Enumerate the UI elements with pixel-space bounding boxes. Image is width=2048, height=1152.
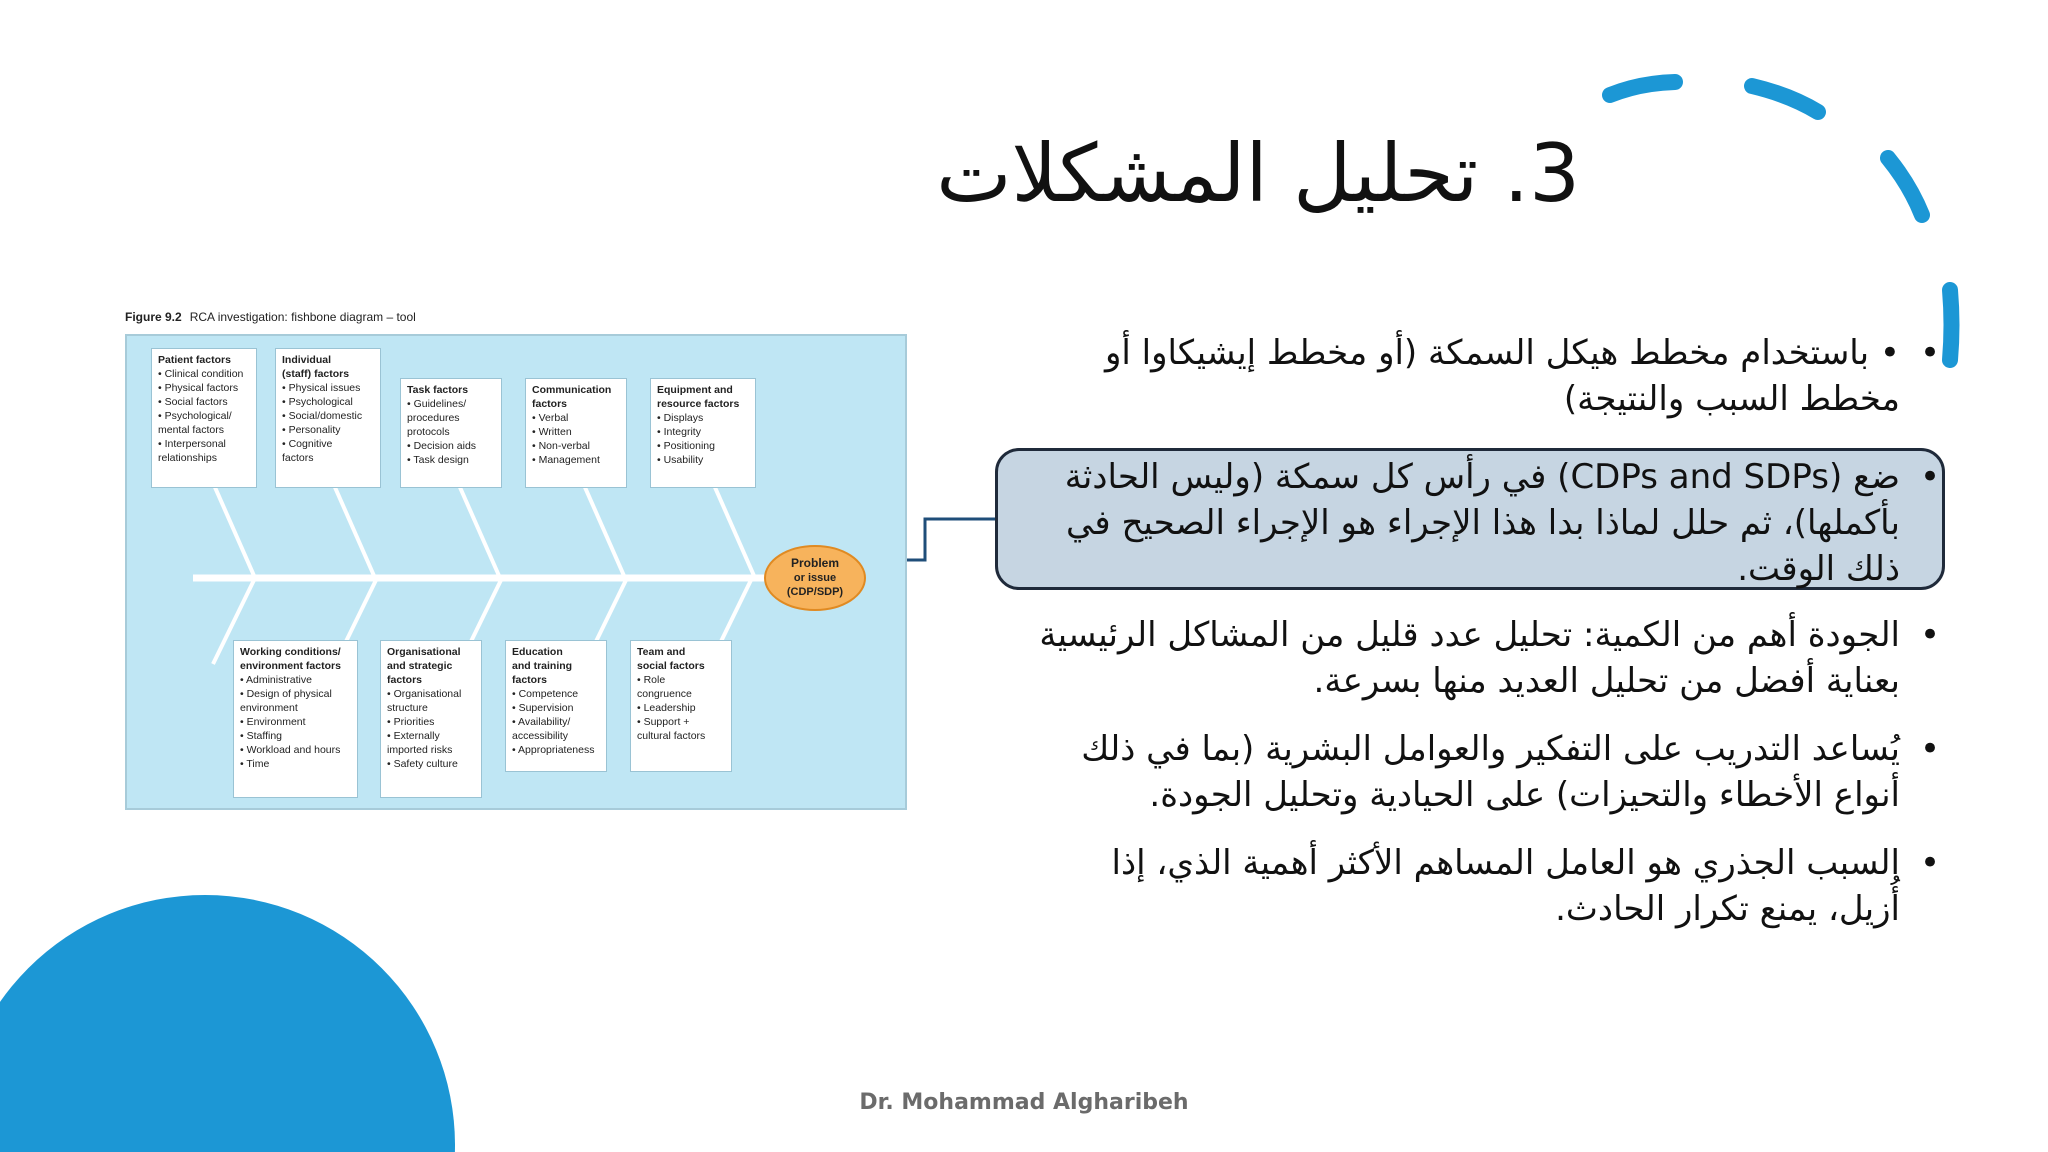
fish-head-line1: Problem xyxy=(790,556,840,570)
box-working-conditions xyxy=(233,640,358,798)
figure-caption-text: RCA investigation: fishbone diagram – tool xyxy=(189,310,416,324)
bullet-text: • باستخدام مخطط هيكل السمكة (أو مخطط إيشيكاوا أو مخطط السبب والنتيجة) xyxy=(1104,333,1900,419)
figure-label: Figure 9.2 xyxy=(125,310,182,324)
box-items: • Verbal • Written • Non-verbal • Management xyxy=(532,412,600,466)
box-title: Communication factors xyxy=(532,384,612,410)
box-title: Individual (staff) factors xyxy=(282,354,350,380)
box-title: Patient factors xyxy=(158,354,231,366)
slide-footer: Dr. Mohammad Algharibeh xyxy=(859,1090,1189,1115)
slide-title: 3. تحليل المشكلات xyxy=(936,127,1580,220)
box-task-factors xyxy=(400,378,502,488)
bullet-marker: • xyxy=(1919,729,1940,769)
bullet-text: ضع (CDPs and SDPs) في رأس كل سمكة (وليس الحادثة بأكملها)، ثم حلل لماذا بدا هذا الإجراء هو الإجراء الصحيح في ذلك الوقت. xyxy=(1064,457,1900,589)
box-title: Team and social factors xyxy=(637,646,705,672)
bullet-marker: • xyxy=(1919,333,1940,373)
box-team-social xyxy=(630,640,732,772)
box-items: • Physical issues • Psychological • Social/domestic • Personality • Cognitive factors xyxy=(282,382,363,464)
box-items: • Organisational structure • Priorities • Externally imported risks • Safety culture xyxy=(387,688,462,770)
box-items: • Competence • Supervision • Availability/ accessibility • Appropriateness xyxy=(512,688,595,756)
fish-head-line2: or issue xyxy=(793,572,837,584)
box-patient-factors xyxy=(151,348,257,488)
box-title: Equipment and resource factors xyxy=(657,384,740,410)
bullet-marker: • xyxy=(1919,843,1940,883)
box-title: Education and training factors xyxy=(512,646,573,686)
box-title: Task factors xyxy=(407,384,469,396)
box-title: Working conditions/ environment factors xyxy=(240,646,341,672)
figure-caption xyxy=(125,310,416,324)
top-rib-3 xyxy=(455,476,500,578)
box-title: Organisational and strategic factors xyxy=(387,646,461,686)
box-items: • Role congruence • Leadership • Support + cultural factors xyxy=(637,674,706,742)
fish-head-line3: (CDP/SDP) xyxy=(786,586,844,598)
top-rib-1 xyxy=(210,476,255,578)
fishbone-figure xyxy=(125,310,925,820)
box-organisational-strategic xyxy=(380,640,482,798)
box-items: • Administrative • Design of physical environment • Environment • Staffing • Workload and hours • Time xyxy=(240,674,341,770)
box-items: • Guidelines/ procedures protocols • Decision aids • Task design xyxy=(407,398,477,466)
bullet-text: السبب الجذري هو العامل المساهم الأكثر أهمية الذي، إذا أُزيل، يمنع تكرار الحادث. xyxy=(1111,843,1900,929)
bullet-text: يُساعد التدريب على التفكير والعوامل البشرية (بما في ذلك أنواع الأخطاء والتحيزات) على الحيادية وتحليل الجودة. xyxy=(1081,729,1900,815)
top-rib-4 xyxy=(580,476,625,578)
box-communication-factors xyxy=(525,378,627,488)
bullet-marker: • xyxy=(1919,615,1940,655)
top-rib-5 xyxy=(710,476,755,578)
bullet-marker: • xyxy=(1919,457,1940,497)
box-education-training xyxy=(505,640,607,772)
box-items: • Clinical condition • Physical factors • Social factors • Psychological/ mental factors • Interpersonal relationships xyxy=(158,368,244,464)
top-rib-2 xyxy=(330,476,375,578)
box-items: • Displays • Integrity • Positioning • Usability xyxy=(657,412,715,466)
bullet-text: الجودة أهم من الكمية: تحليل عدد قليل من المشاكل الرئيسية بعناية أفضل من تحليل العديد منها بسرعة. xyxy=(1039,615,1900,701)
box-equipment-resource-factors xyxy=(650,378,756,488)
box-individual-staff-factors xyxy=(275,348,381,488)
